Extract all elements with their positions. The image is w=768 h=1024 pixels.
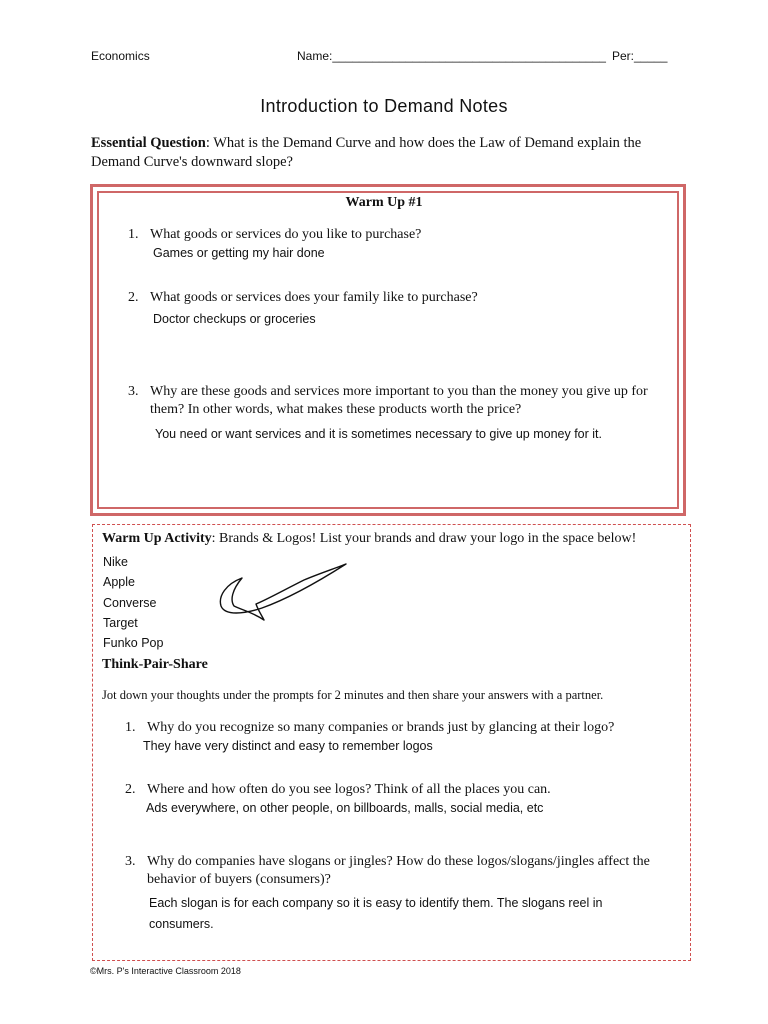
warm-up-q1-answer[interactable]: Games or getting my hair done	[153, 246, 325, 260]
copyright-footer: ©Mrs. P's Interactive Classroom 2018	[90, 966, 241, 976]
warm-up-q3-text: Why are these goods and services more important to you than the money you give up for them? In other words, what makes these products worth the price?	[150, 384, 648, 417]
brand-item: Funko Pop	[103, 636, 164, 650]
warm-up-title: Warm Up #1	[345, 195, 423, 210]
warm-up-q3-answer[interactable]: You need or want services and it is sometimes necessary to give up money for it.	[155, 427, 602, 441]
tps-q1-text: Why do you recognize so many companies or brands just by glancing at their logo?	[147, 720, 615, 735]
subject-label: Economics	[91, 49, 150, 63]
warm-up-q3-number: 3.	[128, 384, 139, 399]
think-pair-share-instructions: Jot down your thoughts under the prompts for 2 minutes and then share your answers with a partner.	[102, 688, 604, 702]
tps-q1-number: 1.	[125, 720, 136, 735]
essential-question-label: Essential Question	[91, 135, 206, 151]
brand-item: Nike	[103, 555, 129, 569]
essential-question-text: : What is the Demand Curve and how does the Law of Demand explain the Demand Curve's downward slope?	[91, 135, 642, 170]
tps-q3-number: 3.	[125, 854, 136, 869]
name-field[interactable]: Name:_________________________________________	[297, 49, 606, 63]
tps-q2-text: Where and how often do you see logos? Think of all the places you can.	[147, 782, 551, 797]
brand-item: Converse	[103, 596, 157, 610]
essential-question	[91, 134, 691, 172]
tps-q3-answer[interactable]: Each slogan is for each company so it is easy to identify them. The slogans reel in consumers.	[149, 896, 603, 931]
page-title: Introduction to Demand Notes	[260, 96, 508, 116]
activity-text: : Brands & Logos! List your brands and draw your logo in the space below!	[211, 531, 637, 546]
warm-up-q1-number: 1.	[128, 227, 139, 242]
brand-item: Target	[103, 616, 138, 630]
tps-q1-answer[interactable]: They have very distinct and easy to remember logos	[143, 739, 433, 753]
activity-instructions	[102, 531, 636, 547]
tps-q2-answer[interactable]: Ads everywhere, on other people, on billboards, malls, social media, etc	[146, 801, 544, 815]
tps-q3-text: Why do companies have slogans or jingles? How do these logos/slogans/jingles affect the behavior of buyers (consumers)?	[147, 854, 650, 887]
warm-up-q2-number: 2.	[128, 290, 139, 305]
hand-drawn-swoosh-icon	[212, 556, 352, 626]
activity-label: Warm Up Activity	[102, 531, 212, 546]
warm-up-q2-answer[interactable]: Doctor checkups or groceries	[153, 312, 316, 326]
think-pair-share-title: Think-Pair-Share	[102, 657, 208, 672]
period-field[interactable]: Per:_____	[612, 49, 668, 63]
tps-q2-number: 2.	[125, 782, 136, 797]
warm-up-q1-text: What goods or services do you like to purchase?	[150, 227, 422, 242]
warm-up-q2-text: What goods or services does your family like to purchase?	[150, 290, 478, 305]
brand-item: Apple	[103, 575, 135, 589]
